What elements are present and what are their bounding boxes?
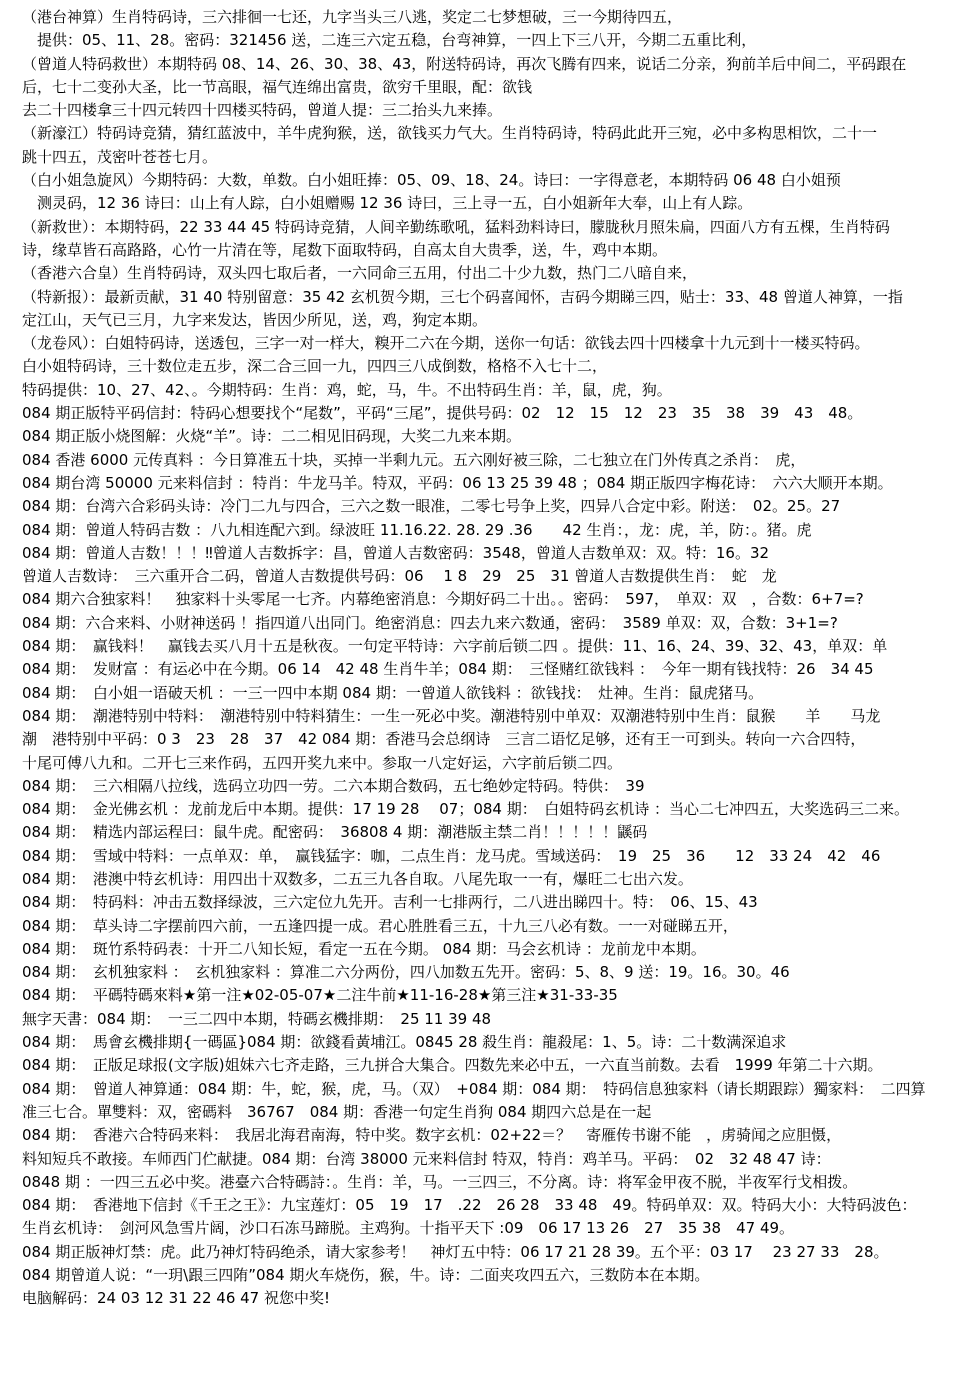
text-line: 0848 期 ：一四三五必中奖。港臺六合特碼詩：。生肖：羊，马。一三四三，不分离。诗：将军金甲夜不脱，半夜军行戈相拨。 — [22, 1172, 858, 1191]
text-line: 084 期： 特码料：冲击五数择绿波，三六定位九先开。吉利一七排两行，二八进出睇四十。特： 06、15、43 — [22, 893, 758, 912]
text-line: 电脑解码：24 03 12 31 22 46 47 祝您中奖! — [22, 1289, 330, 1308]
text-line: 084 期六合独家料！ 独家料十头零尾一七齐。内幕绝密消息：今期好码二十出。。密码： 597， 单双：双 ，合数：6+7=? — [22, 590, 864, 609]
text-line: 084 期：台湾六合彩码头诗：冷门二九与四合，三六之数一眼准，二零七号争上奖，四异八合定中彩。附送： 02。25。27 — [22, 497, 841, 516]
text-line: 生肖玄机诗： 剑河风急雪片阔，沙口石冻马蹄脱。主鸡狗。十指平天下 :09 06 17 13 26 27 35 38 47 49。 — [22, 1219, 795, 1238]
text-line: 十尾可傅八九和。二开七三来作码，五四开奖九来中。参取一八定好运，六字前后锁二四。 — [22, 753, 623, 772]
text-line: 084 期： 精选内部运程曰：鼠牛虎。配密码： 36808 4 期：潮港版主禁二肖！！！！！鼷码 — [22, 823, 648, 842]
text-line: （白小姐急旋风）今期特码：大数，单数。白小姐旺捧：05、09、18、24。诗曰：一字得意老，本期特码 06 48 白小姐预 — [22, 171, 841, 190]
text-line: 084 期： 玄机独家料 ： 玄机独家料 ：算准二六分两份，四八加数五先开。密码：5、8、9 送：19。16。30。46 — [22, 963, 790, 982]
text-line: 潮 港特别中平码：0 3 23 28 37 42 084 期：香港马会总纲诗 三言二语忆足够，还有王一可到头。转向一六合四特， — [22, 730, 866, 749]
text-line: 084 期： 香港六合特码来料： 我居北海君南海，特中奖。数字玄机：02+22＝？ 寄雁传书谢不能 ，虏骑闻之应胆慑， — [22, 1126, 842, 1145]
text-line: 084 期曾道人说：“一玥\跟三四陏”084 期火车烧伤，猴，牛。诗：二面夹攻四五六，三数防本在本期。 — [22, 1266, 710, 1285]
text-line: 084 期： 白小姐一语破天机 ：一三一四中本期 084 期：一曾道人欲钱料 ：欲钱找： 灶神。生肖：鼠虎猪马。 — [22, 683, 764, 702]
text-line: 提供：05、11、28。密码：321456 送，二连三六定五稳，台弯神算，一四上下三八开，今期二五重比利， — [22, 31, 757, 50]
text-line: （曾道人特码救世）本期特码 08、14、26、30、38、43，附送特码诗，再次飞腾有四来，说话二分亲，狗前羊后中间二，平码跟在 — [22, 54, 907, 73]
text-line: 084 期： 草头诗二字摆前四六前，一五逢四提一成。君心胜胜看三五，十九三八必有数。一一对碰睇五开， — [22, 916, 738, 935]
text-line: 白小姐特码诗，三十数位走五步，深二合三回一九，四四三八成倒数，格格不入七十二， — [22, 357, 608, 376]
text-line: （龙卷风）：白姐特码诗，送透包，三字一对一样大，糗开二六在今期，送你一句话：欲钱去四十四楼拿十九元到十一楼买特码。 — [22, 334, 870, 353]
text-line: 084 期：曾道人吉数！！！‼曾道人吉数拆字：昌，曾道人吉数密码：3548，曾道人吉数单双：双。特：16。32 — [22, 543, 770, 562]
text-line: 084 期： 赢钱料！ 赢钱去买八月十五是秋夜。一句定平特诗：六字前后锁二四 。提供：11、16、24、39、32、43，单双：单 — [22, 637, 888, 656]
text-line: 准三七合。單雙料：双，密碼料 36767 084 期：香港一句定生肖狗 084 期四六总是在一起 — [22, 1102, 652, 1121]
text-line: 084 期： 曾道人神算通：084 期：牛，蛇，猴，虎，马。（双） +084 期：084 期： 特码信息独家料（请长期跟踪）獨家料： 二四算 — [22, 1079, 926, 1098]
text-line: 084 期： 发财富 ：有运必中在今期。06 14 42 48 生肖牛羊；084 期： 三怪赌红欲钱料 ： 今年一期有钱找特：26 34 45 — [22, 660, 874, 679]
text-line: 084 期： 雪域中特料：一点单双：单， 赢钱猛字：咖，二点生肖：龙马虎。雪域送码： 19 25 36 12 33 24 42 46 — [22, 846, 881, 865]
text-line: 084 期： 馬會玄機排期{一碼區}084 期：欲錢看黃埔江。0845 28 殺生肖：龍殺尾：1、5。诗：二十数满深追求 — [22, 1033, 787, 1052]
text-line: 测灵码，12 36 诗曰：山上有人踪，白小姐赠赐 12 36 诗曰，三上寻一五，白小姐新年大奉，山上有人踪。 — [22, 194, 753, 213]
text-line: 084 期： 正版足球报(文字版)姐妹六七齐走路，三九拼合大集合。四数先来必中五，一六直当前数。去看 1999 年第二十六期。 — [22, 1056, 883, 1075]
text-line: 084 期正版小烧图解：火烧“羊”。诗：二二相见旧码现，大奖二九来本期。 — [22, 427, 521, 446]
text-line: 無字天書：084 期： 一三二四中本期，特碼玄機排期： 25 11 39 48 — [22, 1009, 492, 1028]
text-line: 084 期： 港澳中特玄机诗：用四出十双数多，二五三九各自取。八尾先取一一有，爆旺二七出六发。 — [22, 869, 693, 888]
text-line: 特码提供：10、27、42、。今期特码：生肖：鸡，蛇，马，牛。不出特码生肖：羊，鼠，虎，狗。 — [22, 380, 672, 399]
text-line: 084 期：曾道人特码吉数 ：八九相连配六到。绿波旺 11.16.22. 28. 29 .36 42 生肖：，龙：虎，羊，防：。猪。虎 — [22, 520, 812, 539]
text-line: 084 期： 平碼特碼來料★第一注★02-05-07★二注牛前★11-16-28★第三注★31-33-35 — [22, 986, 618, 1005]
text-line: 定江山，天气已三月，九字来发达，皆因少所见，送，鸡，狗定本期。 — [22, 310, 488, 329]
text-line: （特新报）：最新贡献，31 40 特别留意：35 42 玄机贺今期，三七个码喜闻怀，吉码今期睇三四，贴士：33、48 曾道人神算，一指 — [22, 287, 903, 306]
text-line: 曾道人吉数诗： 三六重开合二码，曾道人吉数提供号码：06 1 8 29 25 31 曾道人吉数提供生肖： 蛇 龙 — [22, 567, 777, 586]
text-line: 084 期： 香港地下信封《千王之王》：九宝莲灯：05 19 17 .22 26 28 33 48 49。特码单双：双。特码大小：大特码波色： — [22, 1196, 917, 1215]
text-line: 084 期正版特平码信封：特码心想要找个“尾数”，平码“三尾”，提供号码：02 12 15 12 23 35 38 39 43 48。 — [22, 404, 863, 423]
text-line: 084 香港 6000 元传真料 ：今日算准五十块，买掉一半剩九元。五六刚好被三除，二七独立在门外传真之杀肖： 虎， — [22, 450, 806, 469]
text-line: 084 期： 金光佛玄机 ：龙前龙后中本期。提供：17 19 28 07；084 期： 白姐特码玄机诗 ：当心二七冲四五，大奖选码三二来。 — [22, 800, 909, 819]
text-line: 诗，缘草皆石高路路，心竹一片清在等，尾数下面取特码，自高太自大贵季，送，牛，鸡中本期。 — [22, 240, 668, 259]
text-line: 084 期： 三六相隔八拉线，选码立功四一劳。二六本期合数码，五七绝妙定特码。特供： 39 — [22, 776, 645, 795]
text-line: 084 期： 斑竹系特码表：十开二八知长短，看定一五在今期。 084 期：马会玄机诗 ：龙前龙中本期。 — [22, 939, 706, 958]
text-line: 料知短兵不敢接。车师西门伫献捷。084 期：台湾 38000 元来料信封 特双，特肖：鸡羊马。平码： 02 32 48 47 诗： — [22, 1149, 831, 1168]
text-line: 后，七十二变孙大圣，比一节高眼，福气连绵出富贵，欲穷千里眼，配：欲钱 — [22, 77, 533, 96]
text-line: 084 期： 潮港特别中特料： 潮港特别中特料猜生：一生一死必中奖。潮港特别中单双：双潮港特别中生肖：鼠猴 羊 马龙 — [22, 706, 881, 725]
text-line: （新濠江）特码诗竞猜，猜红蓝波中，羊牛虎狗猴，送，欲钱买力气大。生肖特码诗，特码此此开三宛，必中多构思相饮，二十一 — [22, 124, 878, 143]
text-line: （新救世）：本期特码，22 33 44 45 特码诗竞猜，人间辛勤练歌吼，猛料劲料诗曰，朦胧秋月照朱扁，四面八方有五棵，生肖特码 — [22, 217, 890, 236]
text-line: 跳十四五，茂密叶苍苍七月。 — [22, 147, 218, 166]
text-line: 去二十四楼拿三十四元转四十四楼买特码，曾道人提：三二抬头九来捧。 — [22, 101, 503, 120]
text-line: （港台神算）生肖特码诗，三六排徊一七还，九字当头三八逃，奖定二七梦想破，三一今期待四五， — [22, 8, 683, 26]
text-line: 084 期正版神灯禁：虎。此乃神灯特码绝杀，请大家参考！ 神灯五中特：06 17 21 28 39。五个平：03 17 23 27 33 28。 — [22, 1242, 889, 1261]
text-line: （香港六合皇）生肖特码诗，双头四七取后者，一六同命三五用，付出二十少九数，热门二八暗自来， — [22, 264, 698, 283]
text-line: 084 期台湾 50000 元来料信封 ：特肖：牛龙马羊。特双，平码：06 13 25 39 48 ；084 期正版四字梅花诗： 六六大顺开本期。 — [22, 473, 893, 492]
text-line: 084 期：六合来料、小财神送码 ！指四道八出同门。绝密消息：四去九来六数通，密码： 3589 单双：双，合数：3+1=? — [22, 613, 838, 632]
